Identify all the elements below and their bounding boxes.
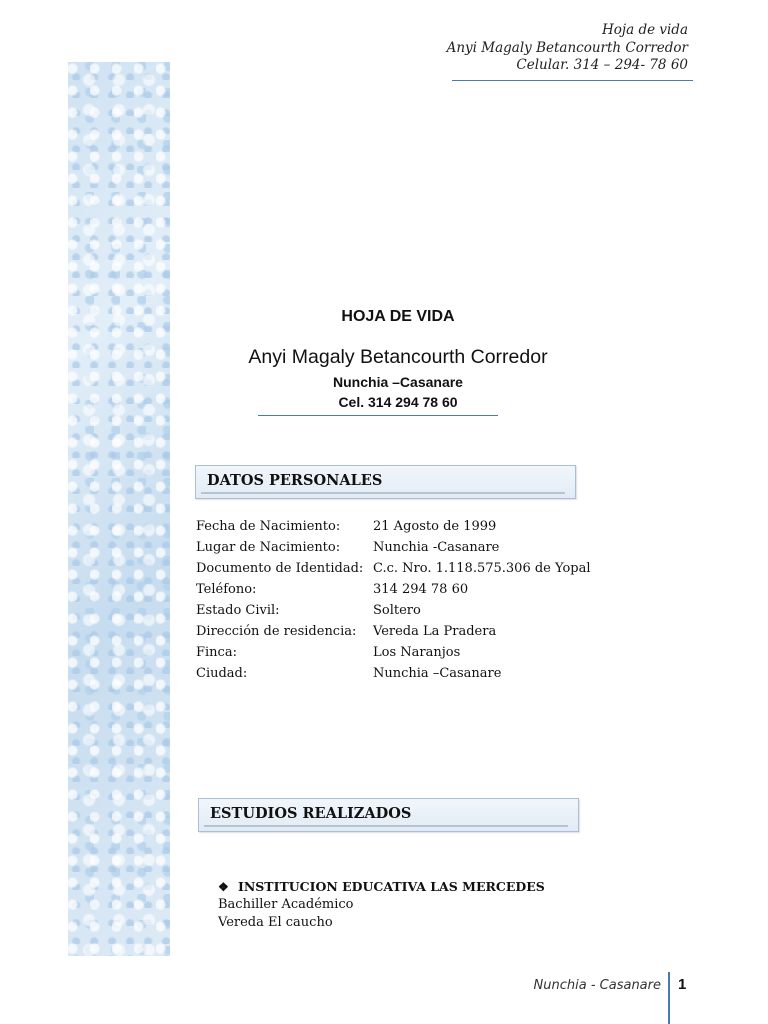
info-label: Lugar de Nacimiento: xyxy=(196,540,341,555)
info-label: Dirección de residencia: xyxy=(196,624,357,639)
header-phone: Celular. 314 – 294- 78 60 xyxy=(516,57,688,73)
person-location: Nunchia –Casanare xyxy=(333,374,463,390)
study-institution xyxy=(218,878,545,896)
info-row-id-document xyxy=(196,558,591,579)
section-title-studies: ESTUDIOS REALIZADOS xyxy=(210,805,412,822)
person-name: Anyi Magaly Betancourth Corredor xyxy=(248,346,548,368)
info-value: 21 Agosto de 1999 xyxy=(373,519,497,534)
section-title-personal: DATOS PERSONALES xyxy=(207,472,383,489)
section-underline xyxy=(204,825,568,827)
header-doc-title: Hoja de vida xyxy=(602,22,688,38)
person-phone: Cel. 314 294 78 60 xyxy=(338,394,458,410)
info-row-address xyxy=(196,621,591,642)
info-value: Los Naranjos xyxy=(373,645,461,660)
section-underline xyxy=(201,492,565,494)
footer-divider xyxy=(668,972,670,1024)
page-number: 1 xyxy=(678,976,687,993)
info-label: Estado Civil: xyxy=(196,603,280,618)
diamond-bullet-icon: ❖ xyxy=(218,880,229,894)
header-divider xyxy=(452,80,693,81)
info-label: Fecha de Nacimiento: xyxy=(196,519,341,534)
info-value: 314 294 78 60 xyxy=(373,582,469,597)
page-header xyxy=(447,22,688,75)
info-row-phone xyxy=(196,579,591,600)
info-label: Finca: xyxy=(196,645,237,660)
study-place: Vereda El caucho xyxy=(218,915,333,930)
study-degree: Bachiller Académico xyxy=(218,897,354,912)
info-row-city xyxy=(196,663,591,684)
info-row-civil-status xyxy=(196,600,591,621)
name-divider xyxy=(258,415,498,416)
info-row-birth-place xyxy=(196,537,591,558)
institution-name: INSTITUCION EDUCATIVA LAS MERCEDES xyxy=(238,879,545,894)
info-value: Vereda La Pradera xyxy=(373,624,497,639)
header-person-name: Anyi Magaly Betancourth Corredor xyxy=(446,39,688,56)
info-value: Nunchia –Casanare xyxy=(373,666,502,681)
info-value: Nunchia -Casanare xyxy=(373,540,500,555)
section-header-studies xyxy=(198,798,579,832)
study-entry xyxy=(218,878,545,932)
section-header-personal xyxy=(195,465,576,499)
info-label: Documento de Identidad: xyxy=(196,561,364,576)
personal-info-table xyxy=(196,516,591,684)
page-title: HOJA DE VIDA xyxy=(341,308,455,325)
footer-location: Nunchia - Casanare xyxy=(533,978,661,993)
info-row-farm xyxy=(196,642,591,663)
decorative-side-bar xyxy=(68,62,170,956)
info-label: Ciudad: xyxy=(196,666,248,681)
info-row-birth-date xyxy=(196,516,591,537)
info-value: Soltero xyxy=(373,603,421,618)
info-label: Teléfono: xyxy=(196,582,257,597)
info-value: C.c. Nro. 1.118.575.306 de Yopal xyxy=(373,561,591,576)
